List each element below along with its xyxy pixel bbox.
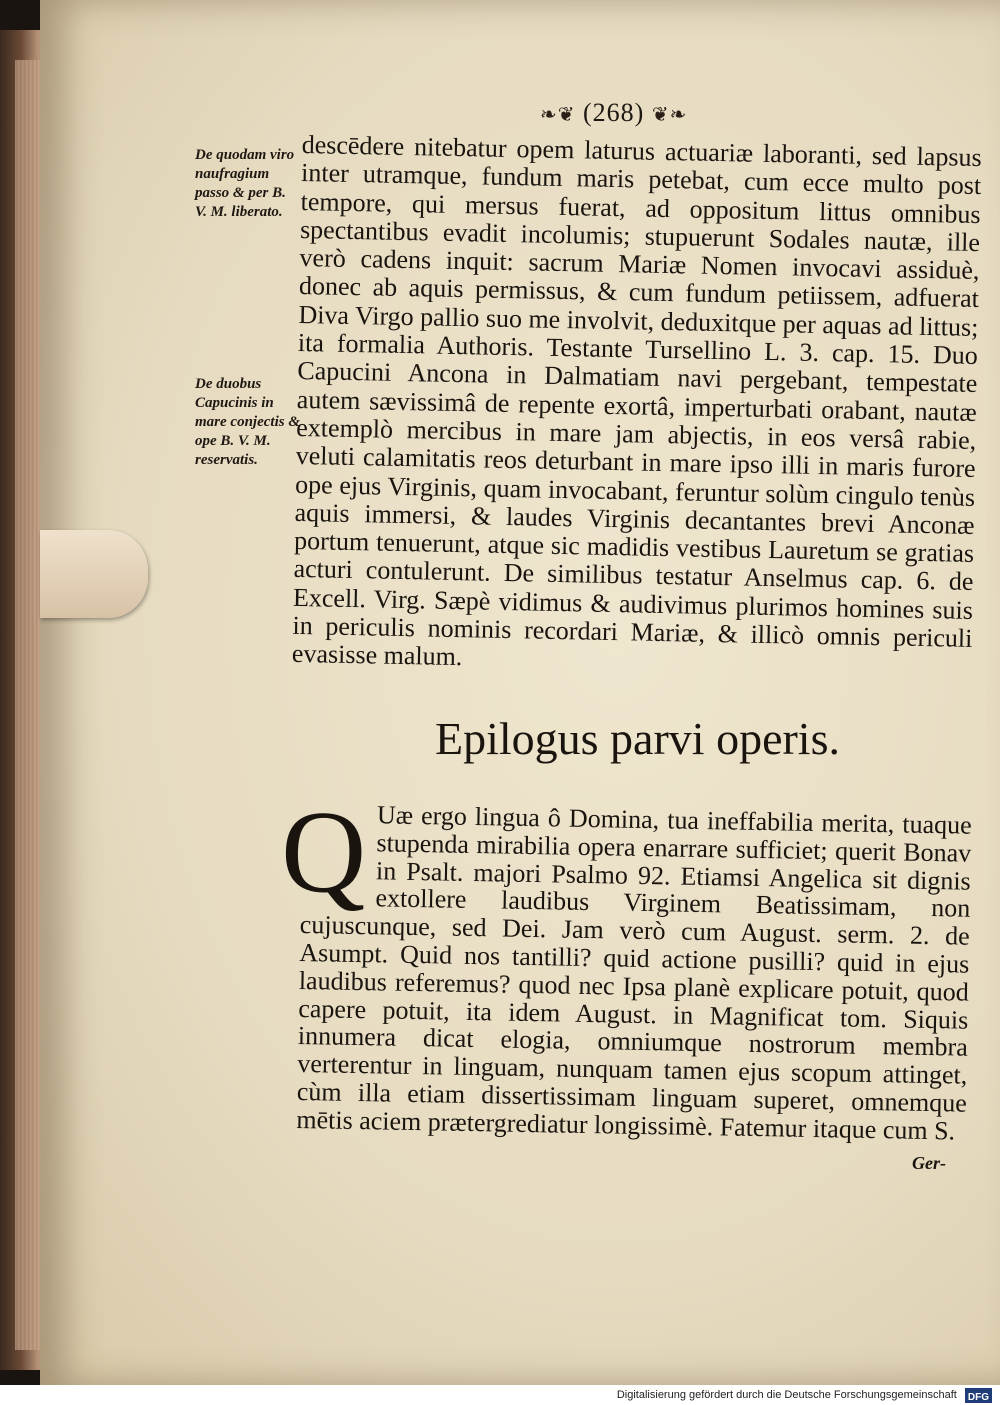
catchword: Ger- bbox=[912, 1153, 946, 1173]
footer-bar bbox=[0, 1385, 1000, 1405]
marginal-note-1: De quodam viro naufragium passo & per B. V. M. liberato. bbox=[195, 147, 295, 220]
page-number-line bbox=[540, 98, 687, 128]
epilogue-text: Uæ ergo lingua ô Domina, tua ineffabilia merita, tuaque stupenda mirabilia opera enarrare sufficiet; querit Bonav in Psalt. majori Psalmo 92. Etiamsi Angelica sit dignis extollere laudibus Virginem Beatissimam, non cujuscunque, sed Dei. Jam verò cum August. serm. 2. de Asumpt. Quid nos tantilli? quid actione pusilli? quid in ejus laudibus referemus? quod nec Ipsa planè explicare potuit, quod capere potuit, ita idem August. in Magnificat tom. Siquis innumera dicat elogia, omniumque nostrorum membra verterentur in linguam, nunquam tamen ejus scopum attinget, cùm illa etiam dissertissimam linguam superet, omnemque mētis aciem prætergrediatur longissimè. Fatemur itaque cum S. bbox=[296, 800, 972, 1146]
dfg-logo: DFG bbox=[965, 1388, 992, 1403]
ornament-right: ❦❧ bbox=[651, 104, 688, 126]
footer-text: Digitalisierung gefördert durch die Deutsche Forschungsgemeinschaft bbox=[616, 1389, 957, 1401]
epilogue-text-block bbox=[279, 785, 972, 1146]
ornament-left: ❧❦ bbox=[540, 104, 576, 126]
main-text: descēdere nitebatur opem laturus actuariæ laboranti, sed lapsus inter utramque, fundum maris petebat, cum ecce multo post tempore, qui mersus fuerat, ad oppositum littus omnibus spectantibus evadit incolumis; stupuerunt Sodales nautæ, ille verò cadens inquit: sacrum Mariæ Nomen invocavi assiduè, donec ab aquis permissus, & cum fundum petiissem, adfuerat Diva Virgo pallio suo me involvit, deduxitque per aquas ad littus; ita formalia Authoris. Testante Tursellino L. 3. cap. 15. Duo Capucini Ancona in Dalmatiam navi pergebant, tempestate autem sævissimâ de repente exortâ, imperturbati orabant, nautæ extemplò mercibus in mare jam abjectis, in eos versâ rabie, veluti calamitatis reos deturbant in mare ipso illi in maris furore ope ejus Virginis, quam invocabant, feruntur solùm cingulo tenùs aquis immersi, & laudes Virginis decantantes brevi Anconæ portum tenuerunt, atque sic madidis vestibus Lauretum se gratias acturi contulerunt. De similibus testatur Anselmus cap. 6. de Excell. Virg. Sæpè vidimus & audivimus plurimos homines suis in periculis nominis recordari Mariæ, & illicò omnis periculi evasisse malum. bbox=[291, 130, 982, 672]
page-number: (268) bbox=[583, 98, 645, 127]
section-heading: Epilogus parvi operis. bbox=[435, 713, 840, 764]
book-page bbox=[40, 0, 1000, 1385]
page-tab bbox=[40, 530, 148, 618]
marginal-note-2: De duobus Capucinis in mare conjectis & ope B. V. M. reservatis. bbox=[195, 376, 300, 468]
drop-cap: Q bbox=[279, 785, 368, 919]
